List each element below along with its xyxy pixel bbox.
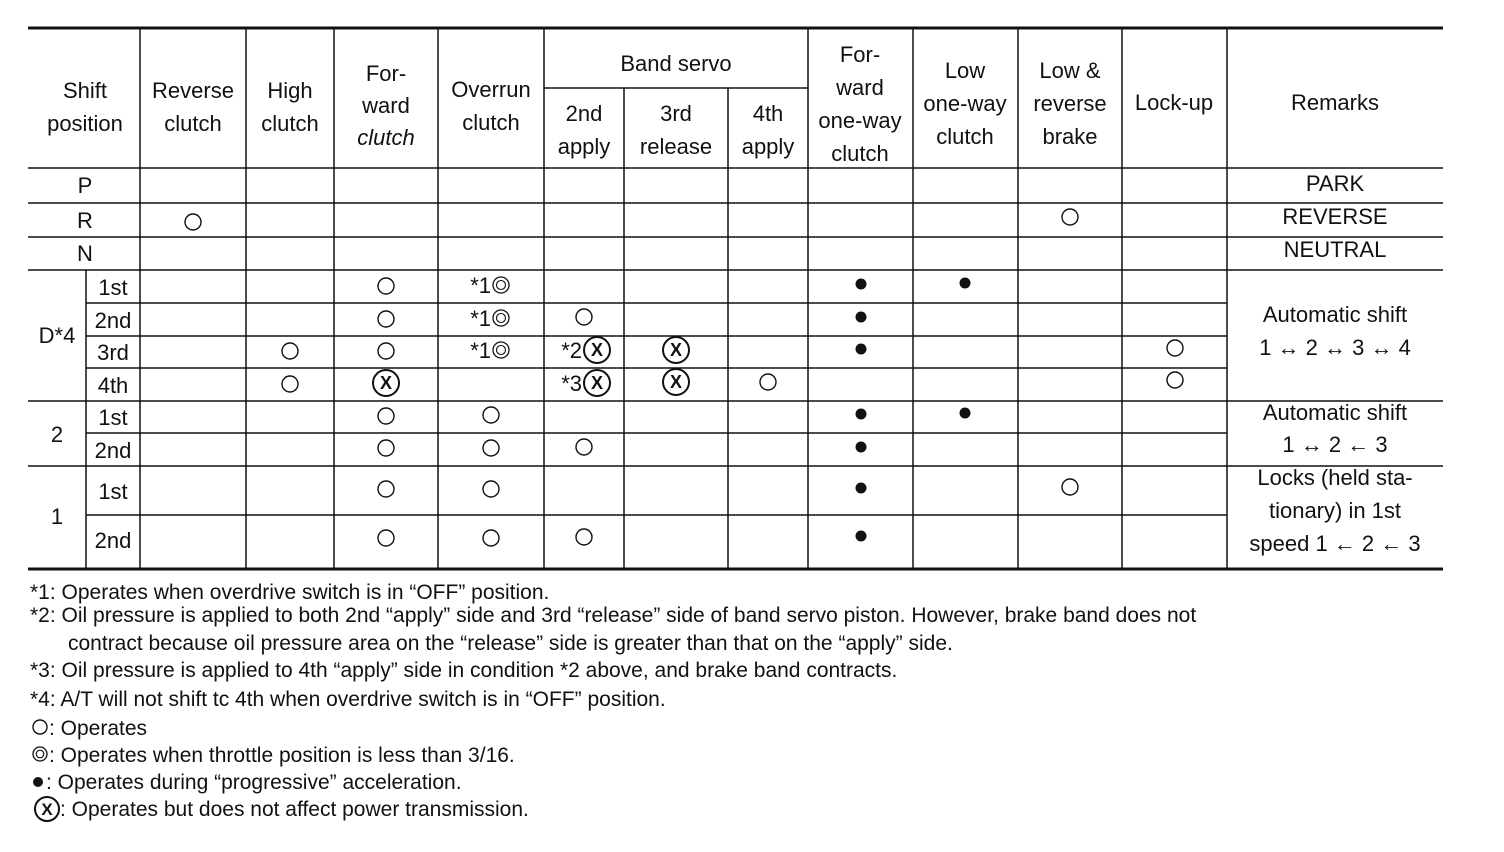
header-band-servo: Band servo: [620, 51, 732, 76]
header-low-reverse-brake: brake: [1042, 124, 1098, 149]
header-reverse-clutch: clutch: [164, 111, 222, 136]
operates-circle-icon: [576, 439, 592, 455]
operates-circle-icon: [1167, 340, 1183, 356]
legend-x-mark: : Operates but does not affect power transmission.: [60, 798, 529, 821]
gear-label: 4th: [97, 373, 129, 398]
throttle-double-circle-icon: [493, 310, 509, 326]
header-forward-oneway: ward: [836, 75, 884, 100]
throttle-double-circle-icon: [497, 314, 506, 323]
footnote: *3: Oil pressure is applied to 4th “apply” side in condition *2 above, and brake band contracts.: [30, 659, 898, 682]
header-low-oneway: Low: [944, 58, 986, 83]
cell-prefixes: [470, 273, 582, 396]
gear-label: 2nd: [94, 438, 132, 463]
operates-circle-icon: [576, 309, 592, 325]
gear-label: 1st: [98, 275, 128, 300]
prefix-star3: *3: [561, 371, 582, 396]
header-band-3rd-release: 3rd: [660, 101, 692, 126]
operates-circle-icon: [282, 376, 298, 392]
position-d: D*4: [38, 323, 76, 348]
remarks: [1249, 171, 1420, 556]
operates-circle-icon: [33, 720, 47, 734]
operates-circle-icon: [282, 343, 298, 359]
progressive-dot-icon: [856, 279, 867, 290]
footnote: contract because oil pressure area on the “release” side is greater than that on the “apply” side.: [68, 632, 953, 655]
legend-progressive: : Operates during “progressive” acceleration.: [46, 771, 462, 794]
operates-circle-icon: [483, 407, 499, 423]
gear-label: 1st: [98, 479, 128, 504]
operates-circle-icon: [378, 530, 394, 546]
position-2: 2: [50, 422, 64, 447]
progressive-dot-icon: [33, 777, 43, 787]
header-band-3rd-release: release: [639, 134, 713, 159]
operates-circle-icon: [378, 311, 394, 327]
header-forward-clutch: clutch: [357, 125, 415, 150]
progressive-dot-icon: [856, 312, 867, 323]
footnote: *4: A/T will not shift tc 4th when overdrive switch is in “OFF” position.: [30, 688, 666, 711]
operates-circle-icon: [1167, 372, 1183, 388]
operates-circle-icon: [378, 481, 394, 497]
header-band-4th-apply: apply: [741, 134, 795, 159]
remark-2: 1 ↔ 2 ← 3: [1282, 432, 1388, 457]
operates-circle-icon: [483, 481, 499, 497]
header-overrun-clutch: clutch: [462, 110, 520, 135]
throttle-double-circle-icon: [497, 281, 506, 290]
header-band-2nd-apply: apply: [557, 134, 611, 159]
legend: [33, 717, 529, 821]
progressive-dot-icon: [856, 483, 867, 494]
operates-circle-icon: [378, 343, 394, 359]
table-header: [47, 42, 1379, 166]
progressive-dot-icon: [856, 344, 867, 355]
header-reverse-clutch: Reverse: [152, 78, 234, 103]
header-forward-oneway: one-way: [818, 108, 902, 133]
header-shift-position: Shift: [62, 78, 108, 103]
prefix-star2: *2: [561, 338, 582, 363]
x-letter: X: [669, 372, 683, 392]
progressive-dot-icon: [856, 442, 867, 453]
header-low-oneway: clutch: [936, 124, 994, 149]
header-forward-oneway: clutch: [831, 141, 889, 166]
operates-circle-icon: [576, 529, 592, 545]
operates-circle-icon: [483, 530, 499, 546]
progressive-dot-icon: [960, 408, 971, 419]
footnotes: [30, 581, 1196, 711]
gear-label: 2nd: [94, 308, 132, 333]
header-band-4th-apply: 4th: [752, 101, 784, 126]
header-low-reverse-brake: Low &: [1039, 58, 1101, 83]
header-low-reverse-brake: reverse: [1033, 91, 1107, 116]
operates-circle-icon: [483, 440, 499, 456]
throttle-double-circle-icon: [33, 747, 47, 761]
header-forward-clutch: For-: [365, 61, 407, 86]
footnote: *1: Operates when overdrive switch is in “OFF” position.: [30, 581, 550, 604]
operates-circle-icon: [378, 440, 394, 456]
operates-circle-icon: [378, 278, 394, 294]
prefix-star1: *1: [470, 338, 491, 363]
remark-2: Automatic shift: [1262, 400, 1408, 425]
throttle-double-circle-icon: [497, 346, 506, 355]
position-1: 1: [50, 504, 64, 529]
header-high-clutch: High: [267, 78, 313, 103]
operates-circle-icon: [185, 214, 201, 230]
operates-circle-icon: [378, 408, 394, 424]
throttle-double-circle-icon: [493, 277, 509, 293]
progressive-dot-icon: [960, 278, 971, 289]
gear-label: 3rd: [97, 340, 129, 365]
header-remarks: Remarks: [1290, 90, 1380, 115]
prefix-star1: *1: [470, 306, 491, 331]
position-r: R: [77, 208, 93, 233]
table-grid: [28, 28, 1443, 569]
progressive-dot-icon: [856, 409, 867, 420]
remark-1: speed 1 ← 2 ← 3: [1249, 531, 1421, 556]
operates-circle-icon: [760, 374, 776, 390]
gear-label: 2nd: [94, 528, 132, 553]
header-forward-oneway: For-: [839, 42, 881, 67]
throttle-double-circle-icon: [493, 342, 509, 358]
remark-1: tionary) in 1st: [1268, 498, 1402, 523]
header-shift-position: position: [47, 111, 123, 136]
header-low-oneway: one-way: [923, 91, 1007, 116]
shift-positions: [39, 173, 132, 553]
gear-label: 1st: [98, 405, 128, 430]
x-letter: X: [379, 373, 393, 393]
remark-d: 1 ↔ 2 ↔ 3 ↔ 4: [1259, 335, 1411, 360]
x-letter: X: [669, 340, 683, 360]
remark-park: PARK: [1305, 171, 1365, 196]
remark-d: Automatic shift: [1262, 302, 1408, 327]
remark-neutral: NEUTRAL: [1283, 237, 1387, 262]
progressive-dot-icon: [856, 531, 867, 542]
position-n: N: [77, 241, 93, 266]
header-band-2nd-apply: 2nd: [565, 101, 603, 126]
x-letter: X: [41, 800, 53, 819]
legend-throttle: : Operates when throttle position is less than 3/16.: [49, 744, 515, 767]
legend-operates: : Operates: [49, 717, 148, 740]
footnote: *2: Oil pressure is applied to both 2nd “apply” side and 3rd “release” side of band servo piston. However, brake band does not: [30, 604, 1197, 627]
prefix-star1: *1: [470, 273, 491, 298]
operates-circle-icon: [1062, 209, 1078, 225]
remark-1: Locks (held sta-: [1257, 465, 1413, 490]
throttle-double-circle-icon: [36, 750, 44, 758]
position-p: P: [77, 173, 93, 198]
header-lockup: Lock-up: [1134, 90, 1214, 115]
operates-circle-icon: [1062, 479, 1078, 495]
remark-reverse: REVERSE: [1282, 204, 1388, 229]
x-letter: X: [590, 340, 604, 360]
header-forward-clutch: ward: [362, 93, 410, 118]
x-mark-letters: [380, 340, 682, 393]
x-letter: X: [590, 373, 604, 393]
header-high-clutch: clutch: [261, 111, 319, 136]
header-overrun-clutch: Overrun: [451, 77, 531, 102]
